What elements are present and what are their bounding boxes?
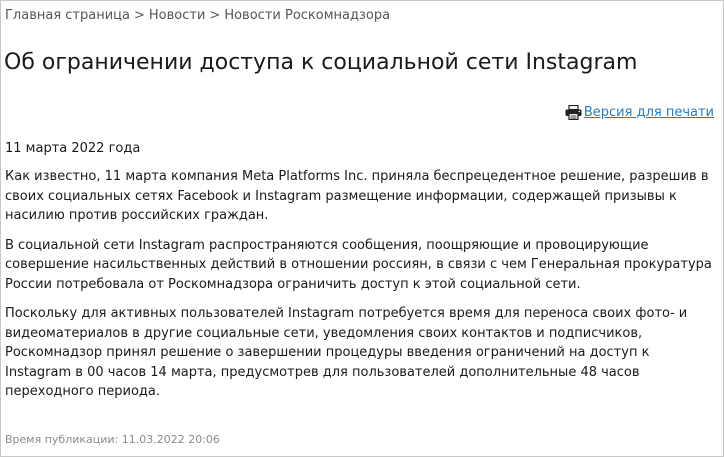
breadcrumb-home-link[interactable]: Главная страница <box>5 8 130 23</box>
breadcrumb-separator: > <box>209 8 221 23</box>
breadcrumb-news-link[interactable]: Новости <box>148 8 206 23</box>
article-body <box>5 167 717 412</box>
breadcrumb-separator: > <box>134 8 145 23</box>
article-date: 11 марта 2022 года <box>5 141 141 156</box>
breadcrumb <box>5 8 390 23</box>
article-paragraph: Как известно, 11 марта компания Meta Platforms Inc. приняла беспрецедентное решение, разрешив в своих социальных сетях Facebook и Instagram размещение информации, содержащей призывы к насилию против российских граждан. <box>5 169 709 223</box>
article-paragraph: В социальной сети Instagram распространяются сообщения, поощряющие и провоцирующие совершение насильственных действий в отношении россиян, в связи с чем Генеральная прокуратура России потребовала от Роскомнадзора ограничить доступ к этой социальной сети. <box>5 237 712 292</box>
print-version-link[interactable]: Версия для печати <box>583 105 714 120</box>
article-paragraph: Поскольку для активных пользователей Instagram потребуется время для переноса своих фото- и видеоматериалов в другие социальные сети, уведомления своих контактов и подписчиков, Роскомнадзор принял решение о завершении процедуры введения ограничений на доступ к Instagram в 00 часов 14 марта, предусмотрев для пользователей дополнительные 48 часов переходного периода. <box>5 306 688 399</box>
breadcrumb-rkn-news-link[interactable]: Новости Роскомнадзора <box>224 8 391 23</box>
publication-time: Время публикации: 11.03.2022 20:06 <box>5 433 220 446</box>
print-version[interactable] <box>565 105 714 120</box>
printer-icon[interactable] <box>565 105 582 120</box>
page-title: Об ограничении доступа к социальной сети Instagram <box>4 50 638 75</box>
